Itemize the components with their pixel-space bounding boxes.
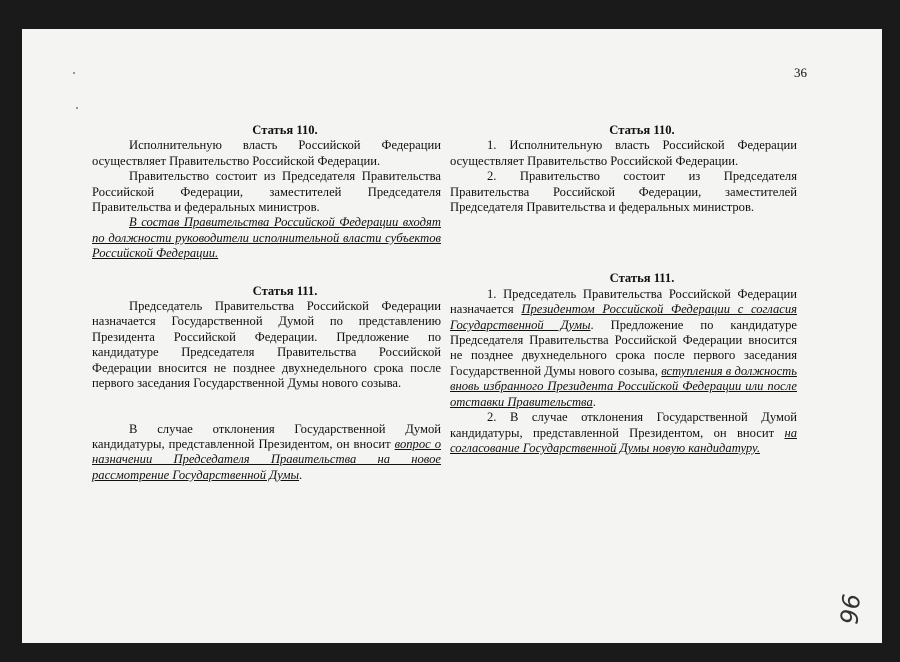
left-column <box>92 123 441 483</box>
article-111-heading: Статья 111. <box>609 271 675 286</box>
article-110-heading: Статья 110. <box>609 123 675 137</box>
article-111-heading: Статья 111. <box>252 283 318 298</box>
article-111-paragraph-1: 1. Председатель Правительства Российской Федерации назначается Президентом Российской Федерации с согласия Государственной Думы. Предложение по кандидатуре Председателя Правительства Российской Федерации вносится не позднее двухнедельного срока после первого заседания Государственной Думы нового созыва, вступления в должность вновь избранного Президента Российской Федерации или после отставки Правительства. <box>450 286 797 409</box>
document-page <box>22 29 882 643</box>
speck <box>73 72 75 74</box>
article-110-heading: Статья 110. <box>252 123 318 137</box>
article-110-paragraph-3: В состав Правительства Российской Федерации входят по должности руководители исполнительной власти субъектов Российской Федерации. <box>92 215 441 261</box>
article-110-paragraph-2: 2. Правительство состоит из Председателя Правительства Российской Федерации, заместителей Председателя Правительства и федеральных министров. <box>450 169 797 215</box>
right-column <box>450 123 797 456</box>
speck <box>76 107 78 109</box>
article-110-paragraph-1: 1. Исполнительную власть Российской Федерации осуществляет Правительство Российской Федерации. <box>450 138 797 168</box>
article-110-paragraph-1: Исполнительную власть Российской Федерации осуществляет Правительство Российской Федерации. <box>92 138 441 168</box>
article-111-paragraph-2: 2. В случае отклонения Государственной Думой кандидатуры, представленной Президентом, он вносит на согласование Государственной Думы новую кандидатуру. <box>450 410 797 455</box>
page-number: 36 <box>794 65 807 80</box>
handwritten-mark: 96 <box>833 592 865 626</box>
article-111-paragraph-1: Председатель Правительства Российской Федерации назначается Государственной Думой по представлению Президента Российской Федерации. Предложение по кандидатуре Председателя Правительства Российской Федерации вносится не позднее двухнедельного срока после первого заседания Государственной Думы нового созыва. <box>92 299 441 391</box>
article-111-paragraph-2: В случае отклонения Государственной Думой кандидатуры, представленной Президентом, он вносит вопрос о назначении Председателя Правительства на новое рассмотрение Государственной Думы. <box>92 421 441 482</box>
article-110-paragraph-2: Правительство состоит из Председателя Правительства Российской Федерации, заместителей Председателя Правительства и федеральных министров. <box>92 169 441 215</box>
